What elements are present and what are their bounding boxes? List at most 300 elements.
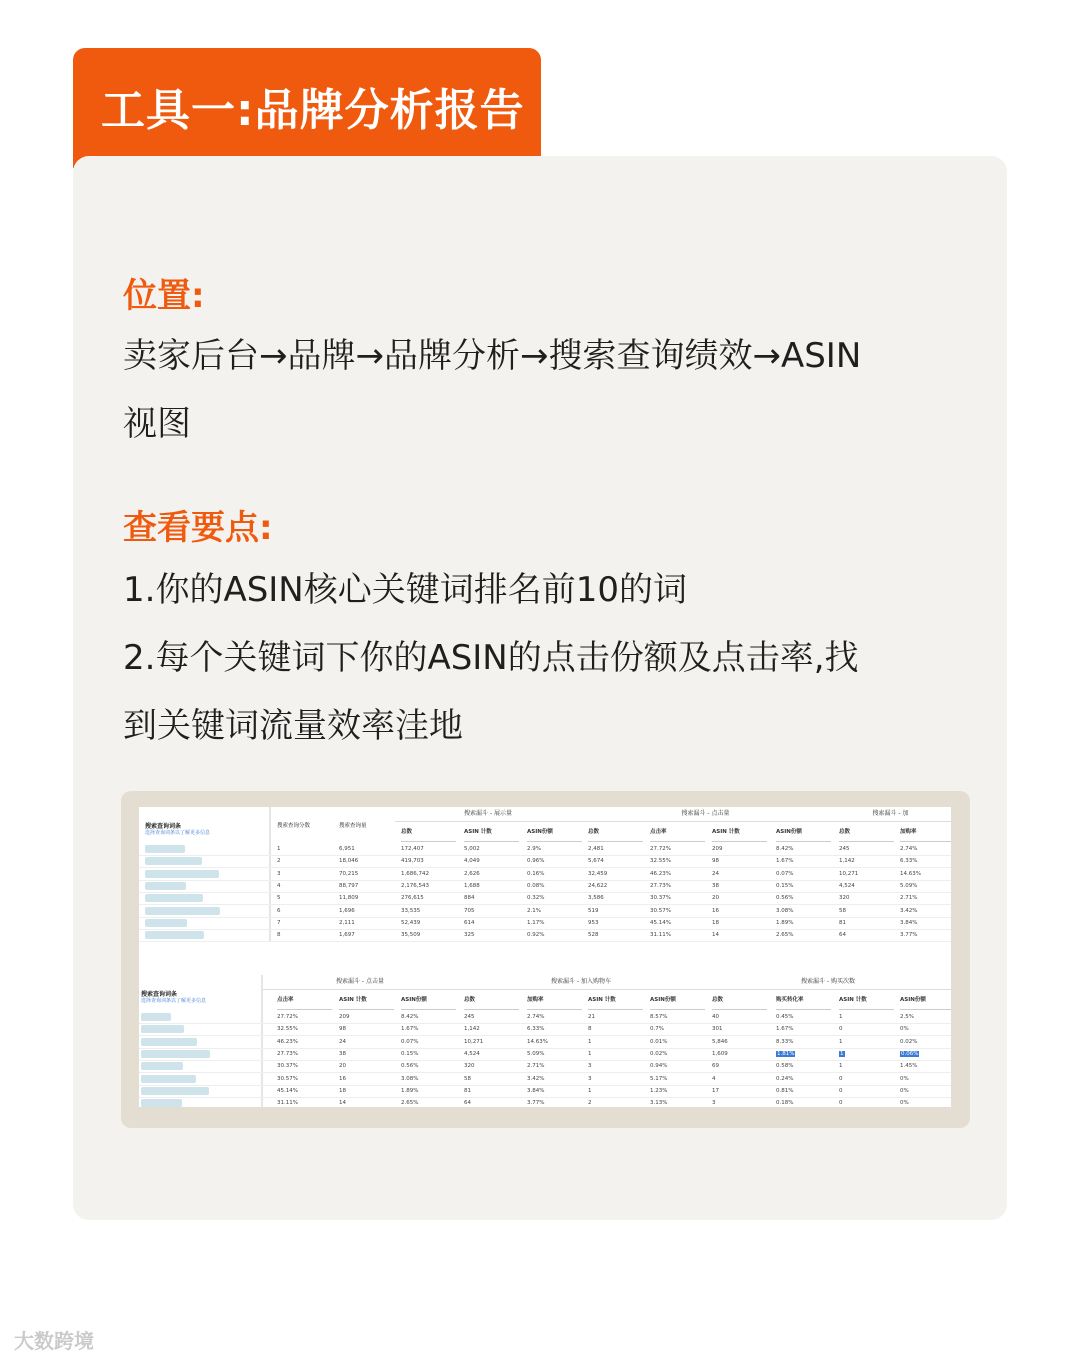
table-cell: 1,686,742 bbox=[401, 870, 429, 877]
table-cell bbox=[464, 1085, 471, 1097]
cell-value: 6.33% bbox=[527, 1026, 545, 1033]
column-header: ASIN份额 bbox=[401, 991, 456, 1010]
table-cell bbox=[900, 1060, 917, 1072]
cell-value: 24 bbox=[339, 1038, 346, 1045]
table-cell bbox=[401, 1097, 418, 1107]
column-header: 点击率 bbox=[650, 823, 705, 842]
cell-value: 21 bbox=[588, 1014, 595, 1020]
cell-value: 8 bbox=[588, 1026, 592, 1033]
table-cell: 2.1% bbox=[527, 907, 541, 914]
table-cell bbox=[339, 1036, 346, 1048]
table-cell: 172,407 bbox=[401, 846, 424, 852]
cell-value: 20 bbox=[339, 1063, 346, 1070]
cell-value: 4 bbox=[712, 1075, 716, 1082]
table-cell bbox=[339, 1060, 346, 1072]
table-cell: 1.67% bbox=[776, 858, 794, 865]
table-cell bbox=[464, 1097, 471, 1107]
table-cell bbox=[650, 1097, 667, 1107]
cell-value: 2.65% bbox=[401, 1100, 419, 1107]
table-cell bbox=[588, 1097, 592, 1107]
blurred-query-term bbox=[141, 1050, 210, 1058]
query-header-2: 搜索查询词条 bbox=[141, 991, 178, 998]
table-cell: 1,688 bbox=[464, 882, 480, 889]
table-cell: 705 bbox=[464, 907, 475, 914]
table-cell bbox=[401, 1023, 418, 1035]
cell-value: 27.72% bbox=[277, 1014, 298, 1020]
blurred-query-term bbox=[141, 1099, 182, 1107]
blurred-query-term bbox=[145, 845, 185, 853]
table-cell bbox=[277, 1036, 298, 1048]
cell-value: 0.94% bbox=[650, 1063, 668, 1070]
table-cell: 35,509 bbox=[401, 932, 421, 939]
table-cell: 884 bbox=[464, 895, 475, 902]
blurred-query-term bbox=[145, 931, 204, 939]
table-row bbox=[139, 855, 951, 868]
blurred-query-term bbox=[141, 1062, 183, 1070]
cell-value: 0% bbox=[900, 1075, 909, 1082]
cell-value: 69 bbox=[712, 1063, 719, 1070]
query-subheader: 选择查询词条以了解更多信息 bbox=[145, 830, 211, 836]
location-line2: 视图 bbox=[123, 404, 191, 444]
cell-value: 0 bbox=[839, 1087, 843, 1094]
table-cell bbox=[839, 1023, 843, 1035]
column-header: 总数 bbox=[401, 823, 456, 842]
cell-value: 1,609 bbox=[712, 1050, 728, 1057]
table-cell: 245 bbox=[839, 846, 850, 852]
blurred-query-term bbox=[145, 907, 220, 915]
table-cell: 32.55% bbox=[650, 858, 671, 865]
table-cell: 953 bbox=[588, 919, 599, 926]
table-cell: 614 bbox=[464, 919, 475, 926]
table-cell: 5,002 bbox=[464, 846, 480, 852]
cell-value: 1.81% bbox=[777, 1050, 795, 1057]
table-cell: 46.23% bbox=[650, 870, 671, 877]
table-row bbox=[139, 1085, 951, 1098]
cell-value: 3.84% bbox=[527, 1087, 545, 1094]
table-row bbox=[139, 880, 951, 893]
column-group-header: 搜索漏斗 - 点击量 bbox=[581, 807, 830, 822]
table-cell: 27.72% bbox=[650, 846, 671, 852]
blurred-query-term bbox=[141, 1025, 184, 1033]
cell-value: 1.89% bbox=[401, 1087, 419, 1094]
table-cell bbox=[339, 1073, 346, 1085]
table-cell bbox=[712, 1048, 728, 1060]
keypoint-2-line1: 2.每个关键词下你的ASIN的点击份额及点击率,找 bbox=[123, 638, 859, 678]
cell-value: 8.33% bbox=[776, 1038, 794, 1045]
cell-value: 14 bbox=[339, 1100, 346, 1107]
table-cell bbox=[712, 1085, 719, 1097]
table-cell bbox=[839, 1011, 843, 1023]
blurred-query-term bbox=[141, 1038, 197, 1046]
volume-header[interactable]: 搜索查询量 bbox=[339, 823, 367, 829]
cell-value: 38 bbox=[339, 1050, 346, 1057]
cell-value: 2.71% bbox=[527, 1063, 545, 1070]
table-cell: 4,049 bbox=[464, 858, 480, 865]
table-cell: 27.73% bbox=[650, 882, 671, 889]
cell-value: 2.5% bbox=[900, 1014, 914, 1020]
cell-value: 98 bbox=[339, 1026, 346, 1033]
cell-value: 10,271 bbox=[464, 1038, 484, 1045]
blurred-query-term bbox=[145, 919, 187, 927]
table-row bbox=[139, 905, 951, 918]
table-cell bbox=[464, 1060, 475, 1072]
table-cell bbox=[776, 1085, 793, 1097]
cell-value: 1,142 bbox=[464, 1026, 480, 1033]
title-tag bbox=[73, 48, 541, 168]
table-cell bbox=[712, 1060, 719, 1072]
cell-value: 0 bbox=[839, 1100, 843, 1107]
table-cell: 0.08% bbox=[527, 882, 545, 889]
blurred-query-term bbox=[145, 870, 219, 878]
table-cell bbox=[588, 1048, 592, 1060]
column-header: ASIN 计数 bbox=[339, 991, 394, 1010]
table-cell bbox=[277, 1023, 298, 1035]
table-cell bbox=[839, 1048, 845, 1060]
table-cell bbox=[650, 1060, 667, 1072]
table-cell: 0.07% bbox=[776, 870, 794, 877]
table-cell bbox=[650, 1011, 667, 1023]
table-cell: 6,951 bbox=[339, 846, 355, 852]
column-header: ASIN 计数 bbox=[588, 991, 643, 1010]
cell-value: 0.58% bbox=[776, 1063, 794, 1070]
table-cell: 5 bbox=[277, 895, 281, 902]
cell-value: 2 bbox=[588, 1100, 592, 1107]
table-cell: 6 bbox=[277, 907, 281, 914]
table-cell: 8 bbox=[277, 932, 281, 939]
table-cell: 88,797 bbox=[339, 882, 359, 889]
cell-value: 40 bbox=[712, 1014, 719, 1020]
cell-value: 1 bbox=[588, 1038, 592, 1045]
cell-value: 0.15% bbox=[401, 1050, 419, 1057]
table-cell bbox=[464, 1011, 475, 1023]
keypoint-2-line2: 到关键词流量效率洼地 bbox=[123, 706, 463, 746]
table-cell: 1 bbox=[277, 846, 281, 852]
table-cell bbox=[776, 1011, 793, 1023]
table-cell: 519 bbox=[588, 907, 599, 914]
cell-value: 45.14% bbox=[277, 1087, 298, 1094]
cell-value: 17 bbox=[712, 1087, 719, 1094]
table-cell: 8.42% bbox=[776, 846, 794, 852]
cell-value: 301 bbox=[712, 1026, 723, 1033]
table-cell: 32,459 bbox=[588, 870, 608, 877]
watermark: 大数跨境 bbox=[14, 1329, 94, 1353]
table-row bbox=[139, 1023, 951, 1036]
blurred-query-term bbox=[145, 857, 202, 865]
table-cell: 3,586 bbox=[588, 895, 604, 902]
table-cell bbox=[339, 1011, 350, 1023]
table-cell: 30.37% bbox=[650, 895, 671, 902]
table-cell: 38 bbox=[712, 882, 719, 889]
table-cell: 24,622 bbox=[588, 882, 608, 889]
table-cell bbox=[712, 1097, 716, 1107]
cell-value: 8.57% bbox=[650, 1014, 668, 1020]
table-cell bbox=[900, 1036, 917, 1048]
cell-value: 5,846 bbox=[712, 1038, 728, 1045]
cell-value: 1 bbox=[839, 1038, 843, 1045]
tag-title: 工具一:品牌分析报告 bbox=[101, 85, 525, 136]
rank-header[interactable]: 搜索查询分数 bbox=[277, 823, 311, 829]
table-row bbox=[139, 1073, 951, 1086]
column-group-header: 搜索漏斗 - 加 bbox=[830, 807, 951, 822]
table-cell bbox=[839, 1036, 843, 1048]
table-cell: 2.71% bbox=[900, 895, 918, 902]
table-cell bbox=[277, 1011, 298, 1023]
query-header: 搜索查询词条 bbox=[145, 823, 182, 830]
table-cell: 0.15% bbox=[776, 882, 794, 889]
cell-value: 8.42% bbox=[401, 1014, 419, 1020]
table-cell bbox=[900, 1023, 909, 1035]
column-header: 总数 bbox=[588, 823, 643, 842]
table-cell: 2.9% bbox=[527, 846, 541, 852]
cell-value: 30.57% bbox=[277, 1075, 298, 1082]
table-cell: 276,615 bbox=[401, 895, 424, 902]
column-header: 购买转化率 bbox=[776, 991, 831, 1010]
table-cell bbox=[401, 1060, 418, 1072]
table-row bbox=[139, 1097, 951, 1107]
table-cell bbox=[464, 1048, 480, 1060]
screenshot-frame bbox=[121, 791, 970, 1128]
table-cell bbox=[776, 1048, 795, 1060]
cell-value: 1 bbox=[588, 1050, 592, 1057]
table-cell: 2 bbox=[277, 858, 281, 865]
table-cell: 58 bbox=[839, 907, 846, 914]
cell-value: 32.55% bbox=[277, 1026, 298, 1033]
cell-value: 1 bbox=[839, 1063, 843, 1070]
cell-value: 3.77% bbox=[527, 1100, 545, 1107]
table-cell bbox=[900, 1048, 919, 1060]
cell-value: 209 bbox=[339, 1014, 350, 1020]
table-row bbox=[139, 868, 951, 881]
table-cell bbox=[527, 1011, 544, 1023]
table-cell bbox=[277, 1060, 298, 1072]
cell-value: 320 bbox=[464, 1063, 475, 1070]
table-cell bbox=[712, 1036, 728, 1048]
table-cell: 4,524 bbox=[839, 882, 855, 889]
table-cell: 1.17% bbox=[527, 919, 545, 926]
cell-value: 30.37% bbox=[277, 1063, 298, 1070]
table-cell: 209 bbox=[712, 846, 723, 852]
table-row bbox=[139, 1048, 951, 1061]
table-cell bbox=[339, 1048, 346, 1060]
table-cell: 33,535 bbox=[401, 907, 421, 914]
table-cell: 81 bbox=[839, 919, 846, 926]
table-cell bbox=[712, 1011, 719, 1023]
cell-value: 1.67% bbox=[401, 1026, 419, 1033]
table-row bbox=[139, 1011, 951, 1024]
table-cell: 5.09% bbox=[900, 882, 918, 889]
table-cell bbox=[588, 1023, 592, 1035]
table-cell bbox=[900, 1011, 914, 1023]
cell-value: 3.08% bbox=[401, 1075, 419, 1082]
cell-value: 0% bbox=[900, 1100, 909, 1107]
table-cell bbox=[464, 1023, 480, 1035]
table-row bbox=[139, 892, 951, 905]
table-cell: 7 bbox=[277, 919, 281, 926]
cell-value: 16 bbox=[339, 1075, 346, 1082]
cell-value: 0% bbox=[900, 1087, 909, 1094]
cell-value: 3.42% bbox=[527, 1075, 545, 1082]
table-cell: 70,215 bbox=[339, 870, 359, 877]
cell-value: 0.7% bbox=[650, 1026, 664, 1033]
table-cell bbox=[277, 1048, 298, 1060]
table-cell: 0.16% bbox=[527, 870, 545, 877]
cell-value: 1 bbox=[588, 1087, 592, 1094]
blurred-query-term bbox=[141, 1075, 196, 1083]
cell-value: 0 bbox=[839, 1026, 843, 1033]
table-row bbox=[139, 1036, 951, 1049]
table-cell: 1,697 bbox=[339, 932, 355, 939]
table-cell bbox=[650, 1048, 667, 1060]
keypoints-heading: 查看要点: bbox=[123, 508, 273, 548]
table-cell: 10,271 bbox=[839, 870, 859, 877]
column-header: ASIN 计数 bbox=[839, 991, 894, 1010]
table-cell: 320 bbox=[839, 895, 850, 902]
table-cell bbox=[527, 1023, 544, 1035]
table-cell bbox=[588, 1036, 592, 1048]
table-cell bbox=[900, 1085, 909, 1097]
cell-value: 0.18% bbox=[776, 1100, 794, 1107]
table-cell: 14 bbox=[712, 932, 719, 939]
table-cell bbox=[839, 1097, 843, 1107]
column-header: ASIN份额 bbox=[776, 823, 831, 842]
table-cell bbox=[839, 1073, 843, 1085]
table-cell: 3 bbox=[277, 870, 281, 877]
table-cell: 4 bbox=[277, 882, 281, 889]
table-cell bbox=[839, 1085, 843, 1097]
table-cell bbox=[776, 1060, 793, 1072]
cell-value: 3 bbox=[588, 1075, 592, 1082]
table-cell bbox=[527, 1073, 544, 1085]
blurred-query-term bbox=[141, 1013, 171, 1021]
cell-value: 18 bbox=[339, 1087, 346, 1094]
table-cell bbox=[401, 1011, 418, 1023]
cell-value: 0.45% bbox=[776, 1014, 794, 1020]
table-cell bbox=[900, 1097, 909, 1107]
column-header: 加购率 bbox=[900, 823, 951, 842]
table-row bbox=[139, 929, 951, 942]
column-group-header: 搜索漏斗 - 加入购物车 bbox=[457, 975, 705, 990]
column-group-header: 搜索漏斗 - 点击量 bbox=[263, 975, 457, 990]
table-cell: 11,809 bbox=[339, 895, 359, 902]
table-cell bbox=[401, 1073, 418, 1085]
table-cell: 18,046 bbox=[339, 858, 359, 865]
table-cell: 2.74% bbox=[900, 846, 918, 852]
location-line1: 卖家后台→品牌→品牌分析→搜索查询绩效→ASIN bbox=[123, 336, 862, 376]
table-cell: 0.92% bbox=[527, 932, 545, 939]
table-cell: 31.11% bbox=[650, 932, 671, 939]
cell-value: 14.63% bbox=[527, 1038, 548, 1045]
table-cell: 3.84% bbox=[900, 919, 918, 926]
table-cell bbox=[401, 1036, 418, 1048]
table-cell: 1,696 bbox=[339, 907, 355, 914]
table-cell bbox=[339, 1097, 346, 1107]
cell-value: 1.45% bbox=[900, 1063, 918, 1070]
table-cell bbox=[464, 1073, 471, 1085]
cell-value: 1.23% bbox=[650, 1087, 668, 1094]
table-cell: 0.96% bbox=[527, 858, 545, 865]
cell-value: 27.73% bbox=[277, 1050, 298, 1057]
table-cell bbox=[277, 1085, 298, 1097]
table-cell: 1,142 bbox=[839, 858, 855, 865]
table-cell bbox=[900, 1073, 909, 1085]
table-cell bbox=[527, 1036, 548, 1048]
table-cell: 419,703 bbox=[401, 858, 424, 865]
column-header: ASIN 计数 bbox=[712, 823, 767, 842]
table-cell bbox=[776, 1023, 793, 1035]
cell-value: 3 bbox=[712, 1100, 716, 1107]
table-cell bbox=[339, 1023, 346, 1035]
cell-value: 2.74% bbox=[527, 1014, 545, 1020]
table-cell: 2,481 bbox=[588, 846, 604, 852]
keypoint-1: 1.你的ASIN核心关键词排名前10的词 bbox=[123, 570, 688, 610]
table-cell: 3.77% bbox=[900, 932, 918, 939]
column-header: 总数 bbox=[839, 823, 894, 842]
table-cell: 0.56% bbox=[776, 895, 794, 902]
table-cell bbox=[339, 1085, 346, 1097]
table-cell: 0.32% bbox=[527, 895, 545, 902]
table-cell: 52,439 bbox=[401, 919, 421, 926]
table-cell: 14.63% bbox=[900, 870, 921, 877]
cell-value: 1 bbox=[839, 1014, 843, 1020]
column-header: ASIN份额 bbox=[900, 991, 951, 1010]
query-subheader-2: 选择查询词条以了解更多信息 bbox=[141, 998, 207, 1004]
column-group-header: 搜索漏斗 - 展示量 bbox=[395, 807, 581, 822]
table-cell bbox=[277, 1073, 298, 1085]
table-cell bbox=[650, 1023, 664, 1035]
table-cell: 18 bbox=[712, 919, 719, 926]
table-cell: 325 bbox=[464, 932, 475, 939]
cell-value: 0 bbox=[839, 1075, 843, 1082]
table-cell bbox=[712, 1023, 723, 1035]
table-cell bbox=[527, 1048, 544, 1060]
cell-value: 5.09% bbox=[527, 1050, 545, 1057]
location-heading: 位置: bbox=[123, 276, 205, 316]
table-cell: 3.08% bbox=[776, 907, 794, 914]
table-cell: 98 bbox=[712, 858, 719, 865]
table-cell bbox=[776, 1073, 793, 1085]
column-header: 点击率 bbox=[277, 991, 332, 1010]
table-cell: 1.89% bbox=[776, 919, 794, 926]
table-cell bbox=[712, 1073, 716, 1085]
cell-value: 0.06% bbox=[901, 1050, 919, 1057]
report-table-2 bbox=[139, 975, 951, 1107]
cell-value: 58 bbox=[464, 1075, 471, 1082]
cell-value: 4,524 bbox=[464, 1050, 480, 1057]
cell-value: 0.02% bbox=[650, 1050, 668, 1057]
table-cell bbox=[650, 1085, 667, 1097]
table-cell: 30.57% bbox=[650, 907, 671, 914]
column-header: 总数 bbox=[464, 991, 519, 1010]
cell-value: 3 bbox=[588, 1063, 592, 1070]
table-cell: 2,111 bbox=[339, 919, 355, 926]
table-cell bbox=[650, 1073, 667, 1085]
cell-value: 3.13% bbox=[650, 1100, 668, 1107]
table-cell: 45.14% bbox=[650, 919, 671, 926]
cell-value: 0.56% bbox=[401, 1063, 419, 1070]
table-cell: 6.33% bbox=[900, 858, 918, 865]
cell-value: 1.67% bbox=[776, 1026, 794, 1033]
table-cell: 3.42% bbox=[900, 907, 918, 914]
cell-value: 46.23% bbox=[277, 1038, 298, 1045]
table-cell bbox=[401, 1048, 418, 1060]
table-cell bbox=[588, 1073, 592, 1085]
cell-value: 81 bbox=[464, 1087, 471, 1094]
blurred-query-term bbox=[145, 882, 186, 890]
report-table-1 bbox=[139, 807, 951, 942]
table-cell: 5,674 bbox=[588, 858, 604, 865]
table-cell: 24 bbox=[712, 870, 719, 877]
cell-value: 31.11% bbox=[277, 1100, 298, 1107]
